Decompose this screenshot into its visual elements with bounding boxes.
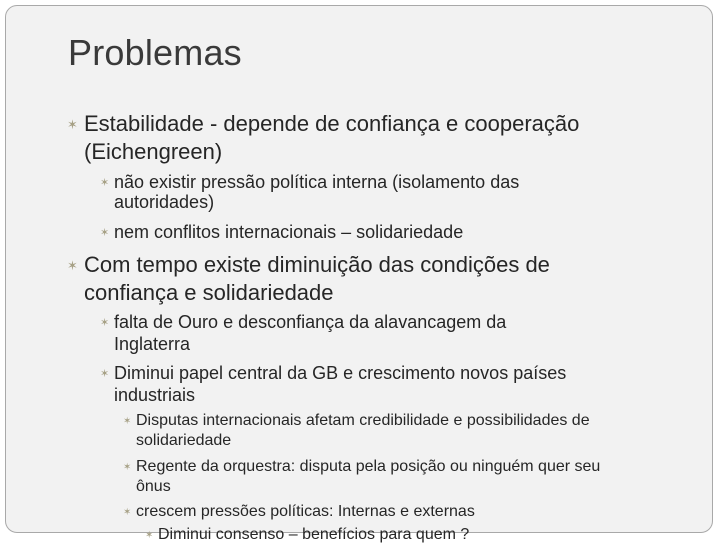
bullet-text-line: industriais (114, 385, 196, 405)
bullet-text-line: Disputas internacionais afetam credibilidade e possibilidades de (136, 412, 590, 429)
bullet-text-line: solidariedade (136, 432, 232, 449)
slide-title: Problemas (68, 32, 242, 73)
star-bullet-icon: ✶ (123, 507, 132, 518)
star-bullet-icon: ✶ (100, 368, 110, 380)
bullet-text-line: crescem pressões políticas: Internas e externas (136, 503, 475, 520)
star-bullet-icon: ✶ (100, 177, 110, 189)
bullet-item (123, 501, 475, 522)
bullet-text-line: autoridades) (114, 192, 215, 212)
star-bullet-icon: ✶ (67, 117, 78, 132)
bullet-item (123, 456, 601, 497)
bullet-item (100, 170, 520, 214)
bullet-item (100, 310, 507, 356)
bullet-text-line: Diminui consenso – benefícios para quem ? (158, 526, 470, 543)
bullet-text-line: ônus (136, 478, 171, 495)
bullet-text-line: Inglaterra (114, 334, 191, 354)
bullet-text-line: não existir pressão política interna (isolamento das (114, 172, 520, 192)
bullet-text-line: nem conflitos internacionais – solidariedade (114, 222, 464, 242)
bullet-item (67, 110, 580, 166)
bullet-item (145, 524, 470, 545)
bullet-text-line: confiança e solidariedade (84, 280, 334, 305)
bullet-text-line: Diminui papel central da GB e crescimento novos países (114, 363, 567, 383)
bullet-item (67, 251, 550, 307)
star-bullet-icon: ✶ (67, 258, 78, 273)
bullet-text-line: Estabilidade - depende de confiança e cooperação (84, 111, 580, 136)
bullet-text-line: falta de Ouro e desconfiança da alavancagem da (114, 312, 507, 332)
star-bullet-icon: ✶ (123, 416, 132, 427)
bullet-item (100, 220, 464, 244)
star-bullet-icon: ✶ (100, 227, 110, 239)
bullet-text-line: Regente da orquestra: disputa pela posição ou ninguém quer seu (136, 458, 601, 475)
bullet-text-line: (Eichengreen) (84, 139, 223, 164)
bullet-text-line: Com tempo existe diminuição das condições de (84, 252, 550, 277)
bullet-item (100, 361, 567, 407)
star-bullet-icon: ✶ (145, 530, 154, 541)
bullet-list (6, 6, 712, 543)
star-bullet-icon: ✶ (100, 317, 110, 329)
slide-frame (5, 5, 713, 543)
star-bullet-icon: ✶ (123, 462, 132, 473)
bullet-item (123, 410, 590, 451)
